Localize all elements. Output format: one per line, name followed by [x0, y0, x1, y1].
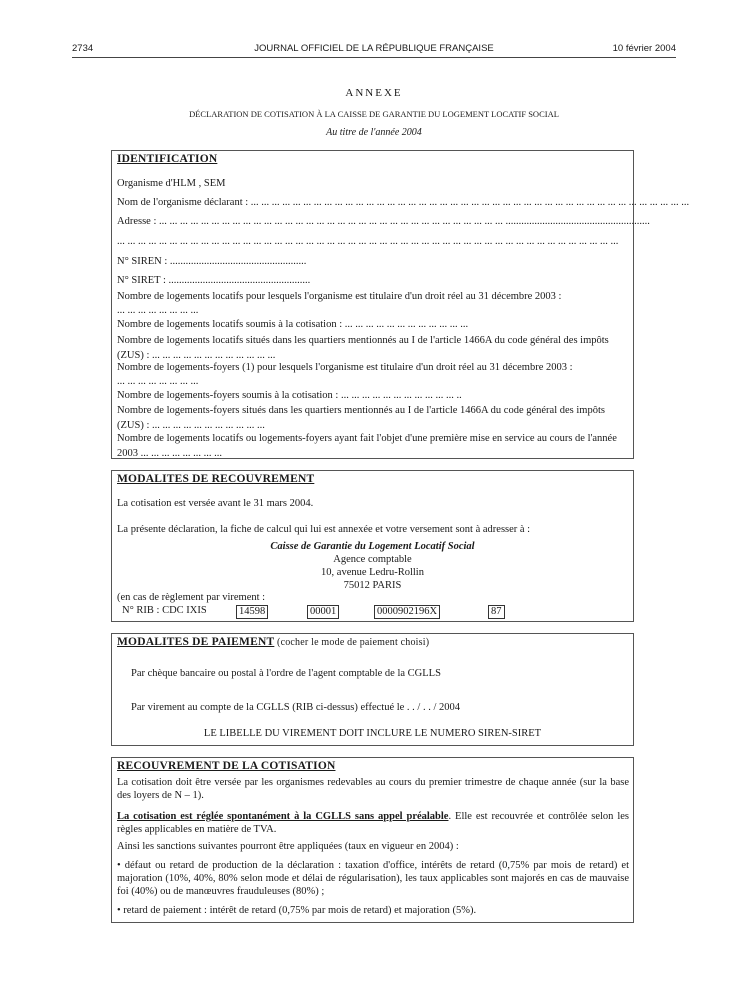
cotisation-p3: Ainsi les sanctions suivantes pourront être appliquées (taux en vigueur en 2004) :	[117, 841, 459, 852]
year-line: Au titre de l'année 2004	[326, 127, 422, 138]
identification-heading: IDENTIFICATION	[117, 153, 218, 165]
page-number: 2734	[72, 43, 94, 54]
sanction-paiement: • retard de paiement : intérêt de retard (0,75% par mois de retard) et majoration (5%).	[117, 905, 477, 916]
siren-field[interactable]: N° SIREN : ....................................................	[117, 256, 307, 267]
q4-label: Nombre de logements-foyers (1) pour lesquels l'organisme est titulaire d'un droit réel au 31 décembre 2003 :	[117, 362, 573, 373]
recouvrement-address-intro: La présente déclaration, la fiche de calcul qui lui est annexée et votre versement sont à adresser à :	[117, 524, 531, 535]
annexe-title: ANNEXE	[345, 87, 403, 99]
q1-label: Nombre de logements locatifs pour lesquels l'organisme est titulaire d'un droit réel au 31 décembre 2003 :	[117, 291, 562, 302]
virement-note: (en cas de règlement par virement :	[117, 592, 266, 603]
adresse-field[interactable]: Adresse : ... ... ... ... ... ... ... ... ... ... ... ... ... ... ... ... ... ... ... ... ... ... ... ... ... ... ... ... ... ... ... ... ... .......................................................	[117, 216, 650, 227]
cotisation-section	[111, 757, 634, 923]
header-rule	[72, 57, 676, 58]
option-virement[interactable]: Par virement au compte de la CGLLS (RIB ci-dessus) effectué le . . / . . / 2004	[131, 702, 461, 713]
option-cheque[interactable]: Par chèque bancaire ou postal à l'ordre de l'agent comptable de la CGLLS	[131, 668, 441, 679]
identification-section	[111, 150, 690, 459]
address-street: 10, avenue Ledru-Rollin	[321, 567, 424, 578]
cotisation-p1: La cotisation doit être versée par les organismes redevables au cours du premier trimestre de chaque année (sur la base des loyers de N – 1).	[117, 777, 629, 801]
libelle-notice: LE LIBELLE DU VIREMENT DOIT INCLURE LE NUMERO SIREN-SIRET	[203, 728, 542, 739]
q3-field[interactable]: Nombre de logements locatifs situés dans les quartiers mentionnés au I de l'article 1466A du code général des impôts (ZUS) : ... ... ... ... ... ... ... ... ... ... ... ...	[117, 335, 609, 361]
page-date: 10 février 2004	[612, 43, 676, 54]
rib-compte: 0000902196X	[374, 605, 440, 619]
organisme-type: Organisme d'HLM , SEM	[117, 178, 226, 189]
adresse-suite-field[interactable]: ... ... ... ... ... ... ... ... ... ... ... ... ... ... ... ... ... ... ... ... ... ... ... ... ... ... ... ... ... ... ... ... ... ... ... ... ... ... ... ... ... ... ... ... ... ... ... ...	[117, 236, 619, 247]
q5-field[interactable]: Nombre de logements-foyers soumis à la cotisation : ... ... ... ... ... ... ... ... ... ... ... ..	[117, 390, 462, 401]
rib-banque: 14598	[236, 605, 268, 619]
journal-title: JOURNAL OFFICIEL DE LA RÉPUBLIQUE FRANÇAISE	[254, 43, 494, 54]
recouvrement-section	[111, 470, 634, 622]
declaration-title: DÉCLARATION DE COTISATION À LA CAISSE DE GARANTIE DU LOGEMENT LOCATIF SOCIAL	[189, 109, 559, 119]
address-city: 75012 PARIS	[343, 580, 402, 591]
q7-field[interactable]: Nombre de logements locatifs ou logements-foyers ayant fait l'objet d'une première mise en service au cours de l'année 2003 ... ... ... ... ... ... ... ...	[117, 433, 617, 459]
q1-field[interactable]: ... ... ... ... ... ... ... ...	[117, 305, 199, 316]
recouvrement-deadline: La cotisation est versée avant le 31 mars 2004.	[117, 498, 314, 509]
q6-field[interactable]: Nombre de logements-foyers situés dans les quartiers mentionnés au I de l'article 1466A du code général des impôts (ZUS) : ... ... ... ... ... ... ... ... ... ... ...	[117, 405, 605, 431]
paiement-heading-note: (cocher le mode de paiement choisi)	[274, 637, 430, 648]
cotisation-p2-bold: La cotisation est réglée spontanément à la CGLLS sans appel préalable	[117, 811, 449, 822]
q2-field[interactable]: Nombre de logements locatifs soumis à la cotisation : ... ... ... ... ... ... ... ... ... ... ... ...	[117, 319, 469, 330]
cglls-name: Caisse de Garantie du Logement Locatif Social	[270, 541, 475, 552]
cotisation-p2	[117, 810, 629, 836]
q4-field[interactable]: ... ... ... ... ... ... ... ...	[117, 376, 199, 387]
paiement-heading: MODALITES DE PAIEMENT (cocher le mode de paiement choisi)	[117, 636, 430, 648]
rib-guichet: 00001	[307, 605, 339, 619]
recouvrement-heading: MODALITES DE RECOUVREMENT	[117, 473, 315, 485]
cotisation-heading: RECOUVREMENT DE LA COTISATION	[117, 760, 336, 772]
sanction-declaration: • défaut ou retard de production de la déclaration : taxation d'office, intérêts de retard (0,75% par mois de retard) et majoration (10%, 40%, 80% selon mode et délai de régularisation), les taux applicables sont majorés en cas de mauvaise foi (40%) ou de manœuvres frauduleuses (80%) ;	[117, 860, 629, 897]
rib-cle: 87	[488, 605, 505, 619]
paiement-section	[111, 633, 634, 746]
siret-field[interactable]: N° SIRET : ......................................................	[117, 275, 311, 286]
rib-label: N° RIB : CDC IXIS	[122, 605, 207, 616]
cotisation-p2-rest: . Elle est recouvrée et contrôlée selon les règles applicables en matière de TVA.	[117, 811, 629, 835]
nom-field[interactable]: Nom de l'organisme déclarant : ... ... ... ... ... ... ... ... ... ... ... ... ... ... ... ... ... ... ... ... ... ... ... ... ... ... ... ... ... ... ... ... ... ... ... ... ... ... ... ... ... ...	[117, 197, 690, 208]
agence-comptable: Agence comptable	[333, 554, 412, 565]
